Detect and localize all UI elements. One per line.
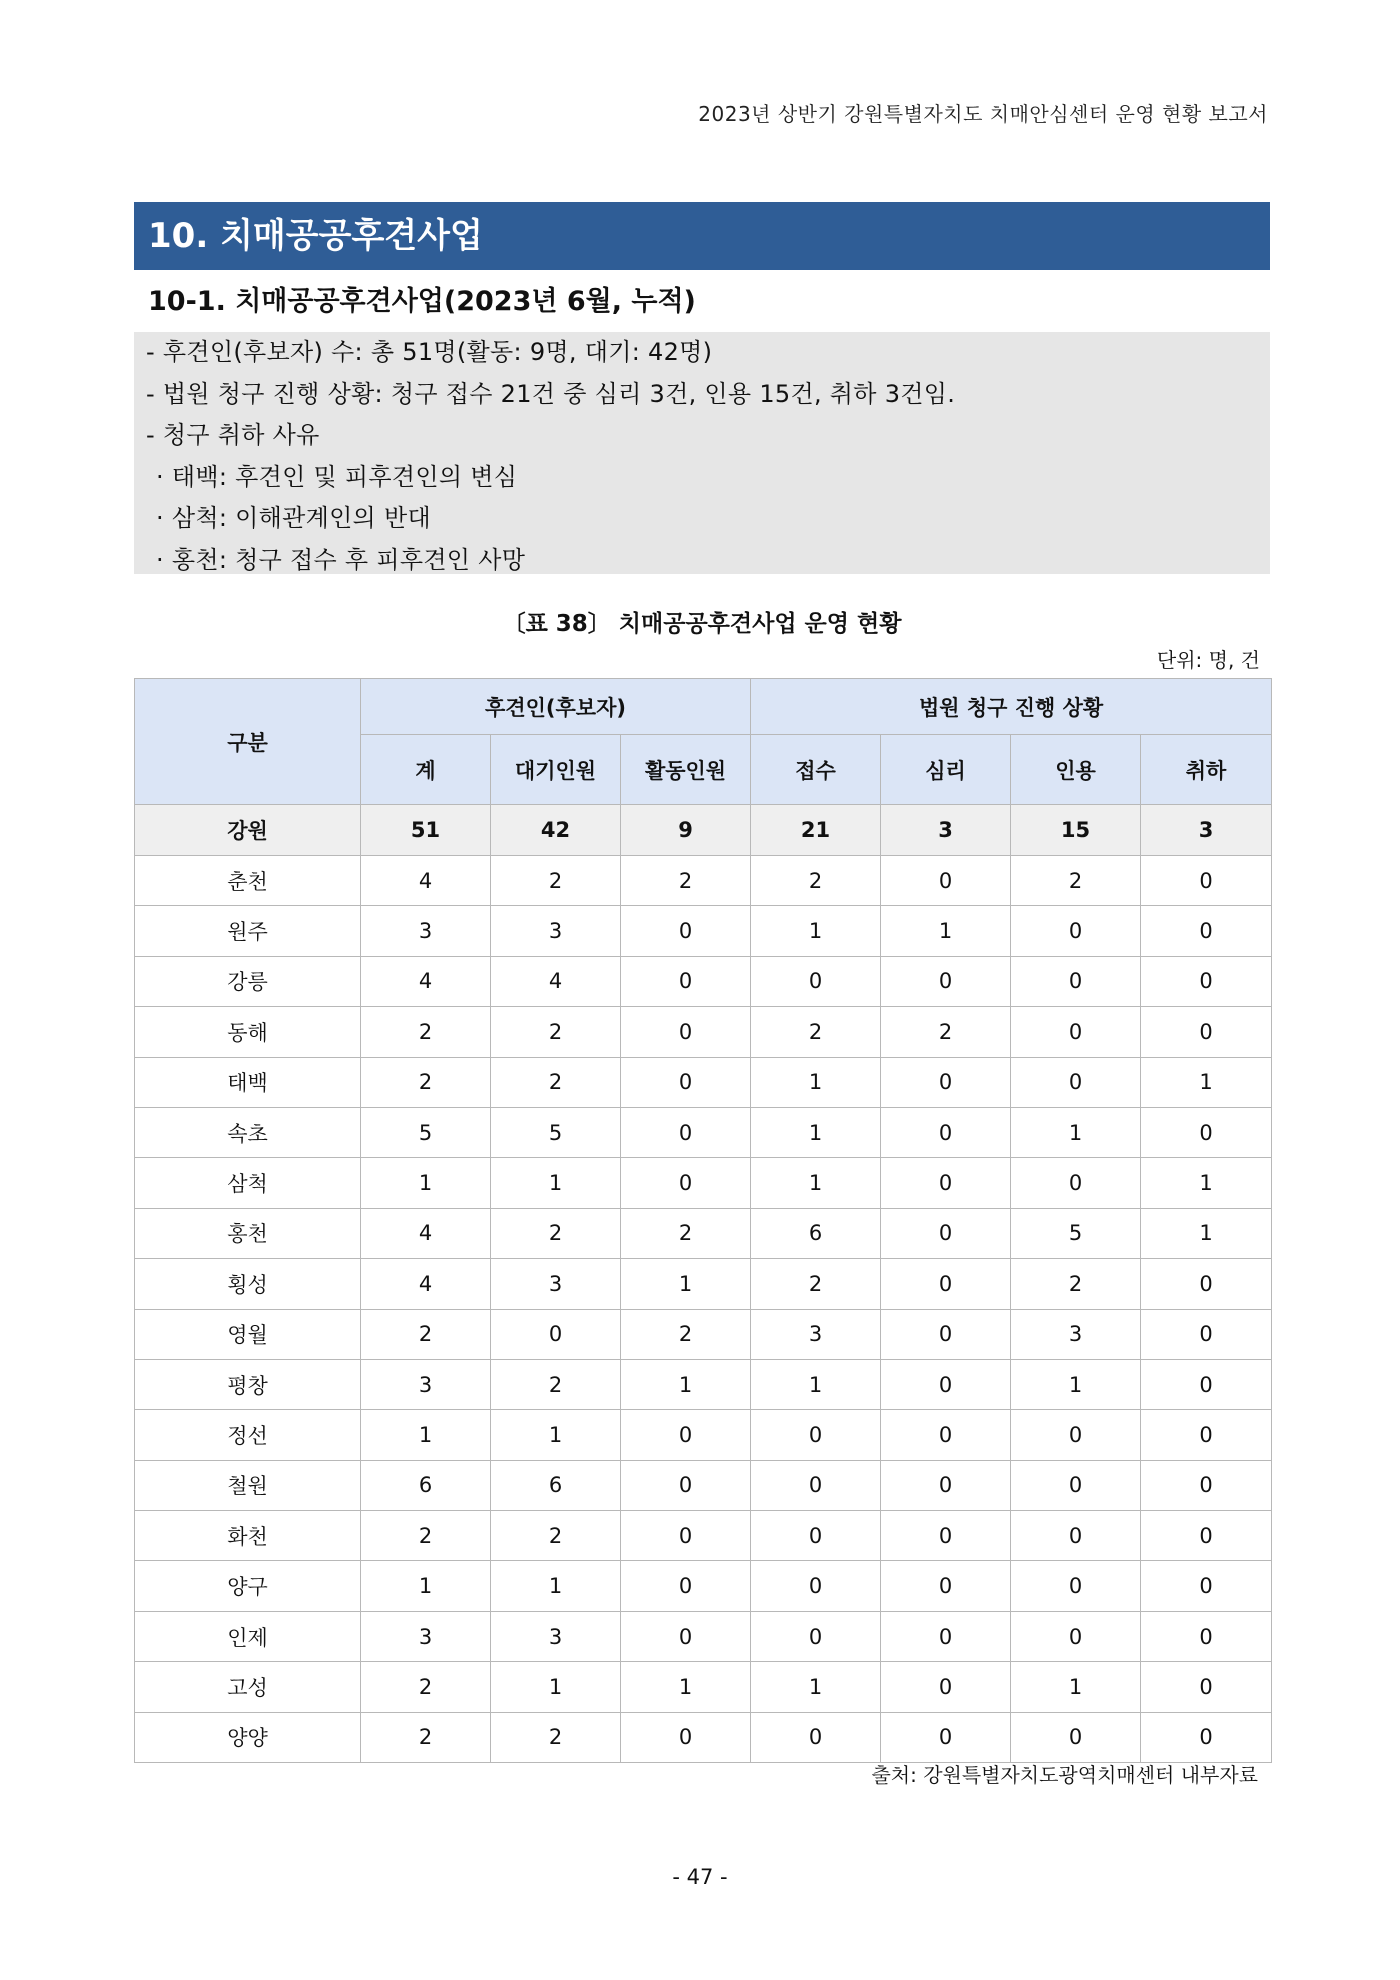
- table-cell: 3: [361, 1611, 491, 1661]
- table-cell: 0: [881, 956, 1011, 1006]
- table-cell: 3: [1011, 1309, 1141, 1359]
- table-row: [135, 1662, 1272, 1712]
- region-cell: 영월: [135, 1309, 361, 1359]
- table-cell: 0: [1141, 1561, 1272, 1611]
- table-cell: 1: [491, 1662, 621, 1712]
- table-cell: 0: [1141, 1460, 1272, 1510]
- table-cell: 6: [491, 1460, 621, 1510]
- table-cell: 0: [621, 1410, 751, 1460]
- table-cell: 2: [751, 856, 881, 906]
- table-cell: 1: [1141, 1057, 1272, 1107]
- table-cell: 0: [881, 1662, 1011, 1712]
- table-row: [135, 1359, 1272, 1409]
- section-title: 10. 치매공공후견사업: [148, 216, 483, 256]
- table-cell: 1: [881, 906, 1011, 956]
- table-cell: 1: [361, 1158, 491, 1208]
- table-row: [135, 1057, 1272, 1107]
- header-guardian-group: 후견인(후보자): [361, 679, 751, 735]
- table-cell: 2: [751, 1259, 881, 1309]
- unit-label: 단위: 명, 건: [1156, 648, 1260, 672]
- table-cell: 0: [621, 1007, 751, 1057]
- region-cell: 속초: [135, 1107, 361, 1157]
- table-cell: 6: [361, 1460, 491, 1510]
- table-cell: 2: [491, 1208, 621, 1258]
- table-row: [135, 856, 1272, 906]
- table-cell: 0: [1141, 1410, 1272, 1460]
- table-cell: 2: [361, 1007, 491, 1057]
- table-cell: 2: [1011, 856, 1141, 906]
- header-col: 대기인원: [491, 735, 621, 805]
- table-row: [135, 1611, 1272, 1661]
- table-cell: 1: [1141, 1208, 1272, 1258]
- summary-subline: · 홍천: 청구 접수 후 피후견인 사망: [156, 545, 526, 574]
- table-cell: 0: [1011, 1511, 1141, 1561]
- total-cell: 15: [1011, 805, 1141, 856]
- header-col: 접수: [751, 735, 881, 805]
- region-cell: 춘천: [135, 856, 361, 906]
- region-cell: 양양: [135, 1712, 361, 1762]
- table-cell: 0: [751, 1410, 881, 1460]
- table-cell: 0: [1141, 906, 1272, 956]
- table-cell: 0: [1141, 1359, 1272, 1409]
- table-cell: 0: [621, 1158, 751, 1208]
- region-cell: 정선: [135, 1410, 361, 1460]
- header-col: 인용: [1011, 735, 1141, 805]
- table-cell: 0: [881, 1712, 1011, 1762]
- region-cell: 횡성: [135, 1259, 361, 1309]
- table-cell: 2: [361, 1511, 491, 1561]
- table-cell: 0: [1011, 1007, 1141, 1057]
- page-number: - 47 -: [672, 1865, 728, 1889]
- table-cell: 2: [361, 1309, 491, 1359]
- table-cell: 1: [621, 1359, 751, 1409]
- region-cell: 강릉: [135, 956, 361, 1006]
- table-cell: 0: [1011, 1611, 1141, 1661]
- total-cell: 42: [491, 805, 621, 856]
- summary-line: - 청구 취하 사유: [146, 421, 320, 449]
- summary-subline: · 태백: 후견인 및 피후견인의 변심: [156, 462, 518, 491]
- table-cell: 2: [491, 856, 621, 906]
- region-cell: 평창: [135, 1359, 361, 1409]
- table-cell: 0: [1011, 1561, 1141, 1611]
- region-cell: 인제: [135, 1611, 361, 1661]
- table-cell: 0: [621, 1460, 751, 1510]
- table-cell: 0: [881, 1460, 1011, 1510]
- table-cell: 0: [1141, 1611, 1272, 1661]
- table-cell: 0: [621, 1561, 751, 1611]
- region-cell: 동해: [135, 1007, 361, 1057]
- table-cell: 2: [491, 1712, 621, 1762]
- header-col: 취하: [1141, 735, 1272, 805]
- table-row: [135, 956, 1272, 1006]
- table-cell: 0: [1141, 1712, 1272, 1762]
- table-cell: 0: [621, 1611, 751, 1661]
- table-cell: 2: [621, 1309, 751, 1359]
- table-cell: 0: [1011, 1410, 1141, 1460]
- table-cell: 0: [751, 956, 881, 1006]
- table-cell: 0: [1141, 1511, 1272, 1561]
- table-cell: 3: [491, 1259, 621, 1309]
- total-cell: 9: [621, 805, 751, 856]
- header-col: 심리: [881, 735, 1011, 805]
- table-row: [135, 1208, 1272, 1258]
- table-cell: 0: [621, 1511, 751, 1561]
- total-cell: 3: [1141, 805, 1272, 856]
- total-cell: 3: [881, 805, 1011, 856]
- table-cell: 0: [621, 1107, 751, 1157]
- table-cell: 6: [751, 1208, 881, 1258]
- total-row: [135, 805, 1272, 856]
- table-cell: 0: [491, 1309, 621, 1359]
- table-cell: 4: [361, 1259, 491, 1309]
- table-cell: 1: [621, 1662, 751, 1712]
- table-cell: 3: [361, 906, 491, 956]
- table-cell: 5: [1011, 1208, 1141, 1258]
- table-cell: 2: [751, 1007, 881, 1057]
- table-cell: 0: [881, 1057, 1011, 1107]
- table-row: [135, 1410, 1272, 1460]
- table-cell: 0: [621, 956, 751, 1006]
- table-cell: 0: [621, 1712, 751, 1762]
- table-cell: 2: [621, 1208, 751, 1258]
- region-cell: 삼척: [135, 1158, 361, 1208]
- table-cell: 1: [751, 1107, 881, 1157]
- table-cell: 0: [751, 1460, 881, 1510]
- table-cell: 1: [361, 1561, 491, 1611]
- table-cell: 1: [751, 1158, 881, 1208]
- table-cell: 0: [881, 1158, 1011, 1208]
- header-col: 계: [361, 735, 491, 805]
- table-cell: 2: [491, 1007, 621, 1057]
- table-cell: 3: [491, 906, 621, 956]
- total-cell: 21: [751, 805, 881, 856]
- table-cell: 0: [1141, 1662, 1272, 1712]
- region-cell: 홍천: [135, 1208, 361, 1258]
- table-cell: 0: [1141, 1007, 1272, 1057]
- total-cell: 51: [361, 805, 491, 856]
- table-cell: 2: [881, 1007, 1011, 1057]
- table-cell: 1: [491, 1158, 621, 1208]
- table-row: [135, 1712, 1272, 1762]
- table-cell: 0: [1011, 956, 1141, 1006]
- table-cell: 1: [621, 1259, 751, 1309]
- table-cell: 3: [491, 1611, 621, 1661]
- region-cell: 화천: [135, 1511, 361, 1561]
- table-caption: 〔표 38〕 치매공공후견사업 운영 현황: [502, 611, 902, 637]
- table-cell: 0: [1141, 956, 1272, 1006]
- table-cell: 0: [1011, 1158, 1141, 1208]
- table-cell: 0: [751, 1712, 881, 1762]
- table-cell: 0: [1141, 1107, 1272, 1157]
- table-cell: 0: [1011, 1460, 1141, 1510]
- table-cell: 0: [881, 1107, 1011, 1157]
- table-cell: 0: [621, 1057, 751, 1107]
- table-cell: 1: [361, 1410, 491, 1460]
- table-cell: 0: [881, 1611, 1011, 1661]
- header-col: 활동인원: [621, 735, 751, 805]
- table-cell: 1: [1011, 1662, 1141, 1712]
- region-cell: 고성: [135, 1662, 361, 1712]
- table-cell: 1: [1141, 1158, 1272, 1208]
- table-cell: 2: [491, 1359, 621, 1409]
- section-title-bar: [134, 202, 1270, 270]
- table-cell: 3: [751, 1309, 881, 1359]
- region-cell: 철원: [135, 1460, 361, 1510]
- table-row: [135, 1007, 1272, 1057]
- summary-box: [134, 332, 1270, 574]
- table-cell: 0: [881, 1511, 1011, 1561]
- total-cell: 강원: [135, 805, 361, 856]
- table-row: [135, 1460, 1272, 1510]
- table-cell: 0: [881, 1359, 1011, 1409]
- header-court-group: 법원 청구 진행 상황: [751, 679, 1272, 735]
- table-cell: 4: [491, 956, 621, 1006]
- table-cell: 2: [491, 1057, 621, 1107]
- table-cell: 1: [1011, 1359, 1141, 1409]
- subsection-title: 10-1. 치매공공후견사업(2023년 6월, 누적): [148, 286, 696, 317]
- table-cell: 5: [491, 1107, 621, 1157]
- table-cell: 0: [1141, 1309, 1272, 1359]
- header-category: 구분: [135, 679, 361, 805]
- table-row: [135, 906, 1272, 956]
- running-header: 2023년 상반기 강원특별자치도 치매안심센터 운영 현황 보고서: [698, 102, 1268, 126]
- region-cell: 원주: [135, 906, 361, 956]
- table-cell: 0: [751, 1561, 881, 1611]
- table-cell: 0: [881, 1309, 1011, 1359]
- table-row: [135, 1561, 1272, 1611]
- table-cell: 4: [361, 1208, 491, 1258]
- table-cell: 2: [491, 1511, 621, 1561]
- table-cell: 1: [751, 1359, 881, 1409]
- summary-line: - 법원 청구 진행 상황: 청구 접수 21건 중 심리 3건, 인용 15건, 취하 3건임.: [146, 379, 956, 408]
- table-cell: 0: [751, 1611, 881, 1661]
- table-cell: 0: [881, 1208, 1011, 1258]
- table-row: [135, 1158, 1272, 1208]
- table-cell: 1: [751, 1662, 881, 1712]
- table-cell: 2: [1011, 1259, 1141, 1309]
- table-cell: 0: [621, 906, 751, 956]
- guardianship-table: [134, 678, 1272, 1763]
- table-cell: 0: [1141, 1259, 1272, 1309]
- table-cell: 1: [751, 906, 881, 956]
- table-row: [135, 1107, 1272, 1157]
- table-cell: 1: [1011, 1107, 1141, 1157]
- table-cell: 5: [361, 1107, 491, 1157]
- table-body: [135, 805, 1272, 1763]
- table-cell: 0: [1011, 906, 1141, 956]
- table-cell: 3: [361, 1359, 491, 1409]
- table-cell: 2: [621, 856, 751, 906]
- table-cell: 2: [361, 1712, 491, 1762]
- table-cell: 0: [881, 856, 1011, 906]
- table-cell: 0: [1141, 856, 1272, 906]
- table-cell: 2: [361, 1057, 491, 1107]
- table-cell: 0: [1011, 1057, 1141, 1107]
- table-row: [135, 1259, 1272, 1309]
- table-row: [135, 1511, 1272, 1561]
- summary-subline: · 삼척: 이해관계인의 반대: [156, 504, 431, 532]
- table-cell: 4: [361, 956, 491, 1006]
- table-cell: 0: [881, 1259, 1011, 1309]
- table-cell: 1: [751, 1057, 881, 1107]
- table-cell: 0: [881, 1410, 1011, 1460]
- source-note: 출처: 강원특별자치도광역치매센터 내부자료: [871, 1763, 1258, 1787]
- table-cell: 1: [491, 1410, 621, 1460]
- table-row: [135, 1309, 1272, 1359]
- table-cell: 0: [881, 1561, 1011, 1611]
- region-cell: 양구: [135, 1561, 361, 1611]
- table-cell: 2: [361, 1662, 491, 1712]
- table-cell: 0: [1011, 1712, 1141, 1762]
- table-cell: 0: [751, 1511, 881, 1561]
- table-cell: 1: [491, 1561, 621, 1611]
- table-cell: 4: [361, 856, 491, 906]
- region-cell: 태백: [135, 1057, 361, 1107]
- summary-line: - 후견인(후보자) 수: 총 51명(활동: 9명, 대기: 42명): [146, 338, 713, 366]
